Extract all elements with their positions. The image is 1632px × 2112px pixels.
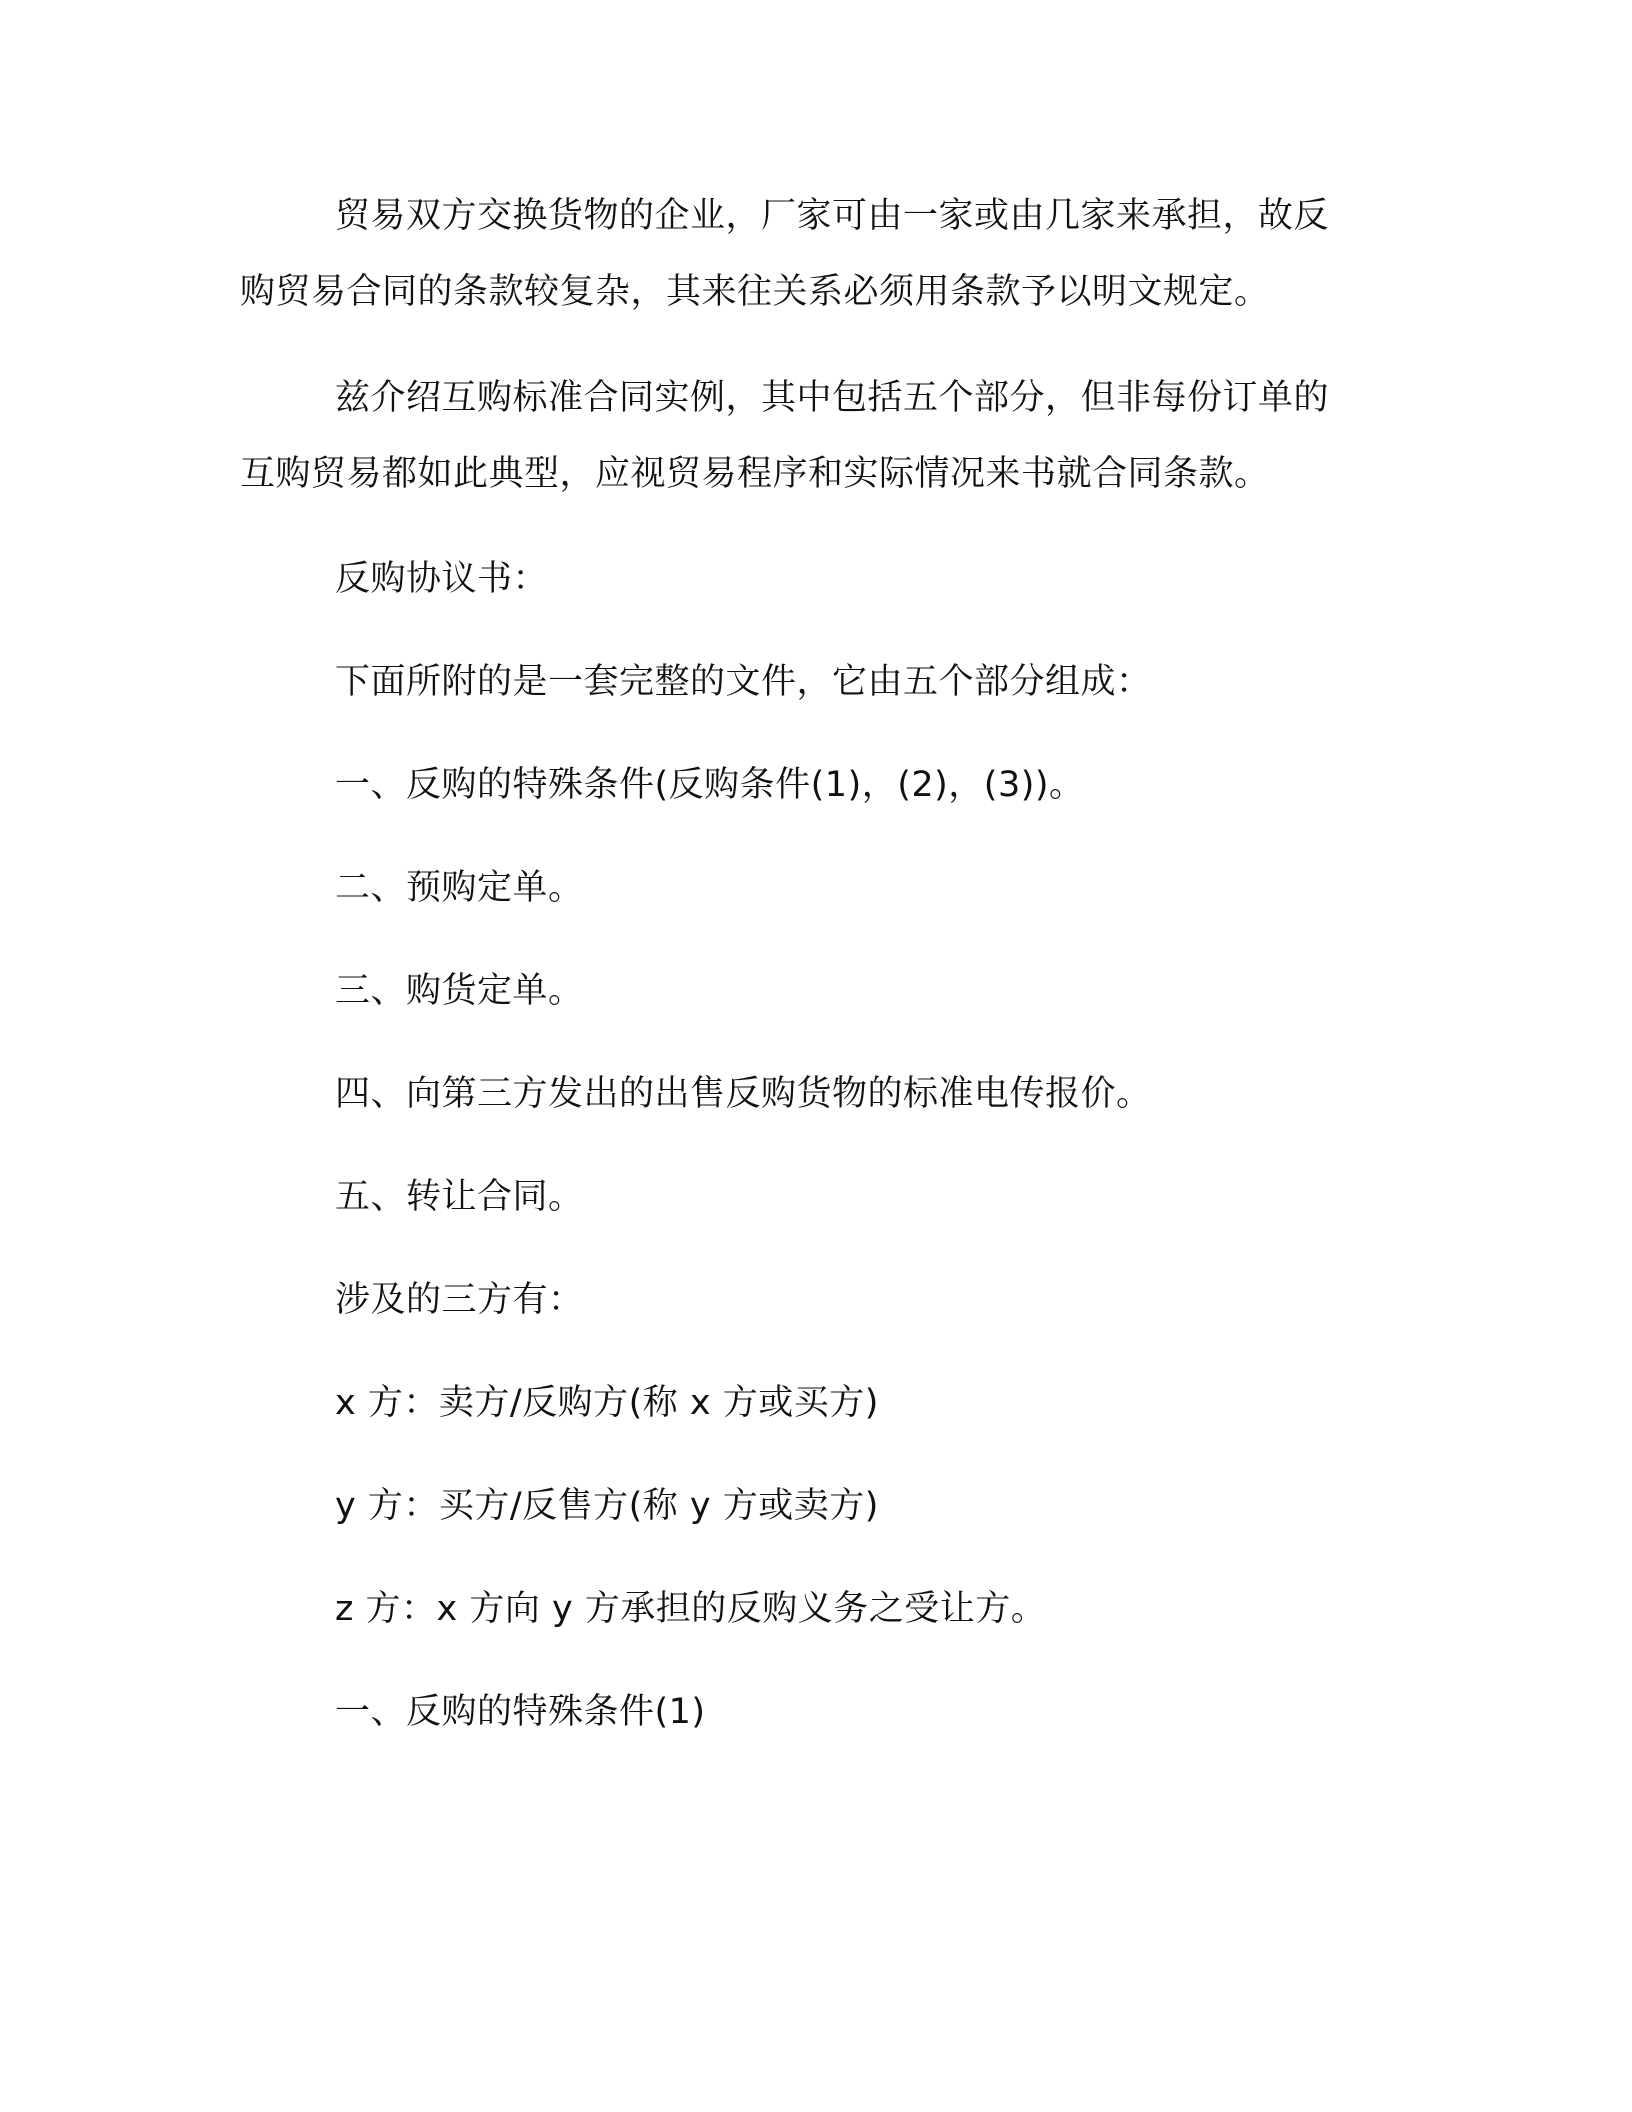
- part-item-5: 五、转让合同。: [335, 1177, 584, 1217]
- part-item-4: 四、向第三方发出的出售反购货物的标准电传报价。: [335, 1074, 1152, 1114]
- paragraph-2: [240, 360, 1370, 512]
- paragraph-1: [240, 178, 1370, 330]
- parties-intro: 涉及的三方有：: [335, 1280, 584, 1320]
- party-z: z 方：x 方向 y 方承担的反购义务之受让方。: [335, 1589, 1047, 1629]
- agreement-title: 反购协议书：: [335, 559, 549, 599]
- part-item-3: 三、购货定单。: [335, 971, 584, 1011]
- intro-line: 下面所附的是一套完整的文件，它由五个部分组成：: [335, 662, 1152, 702]
- part-item-2: 二、预购定单。: [335, 868, 584, 908]
- paragraph-line: 兹介绍互购标准合同实例，其中包括五个部分，但非每份订单的: [335, 378, 1330, 418]
- part-item-1: 一、反购的特殊条件(反购条件(1)，(2)，(3))。: [335, 765, 1085, 805]
- paragraph-line: 购贸易合同的条款较复杂，其来往关系必须用条款予以明文规定。: [240, 272, 1270, 312]
- section-heading: 一、反购的特殊条件(1): [335, 1692, 706, 1732]
- party-x: x 方：卖方/反购方(称 x 方或买方): [335, 1383, 879, 1423]
- paragraph-line: 贸易双方交换货物的企业，厂家可由一家或由几家来承担，故反: [335, 196, 1330, 236]
- party-y: y 方：买方/反售方(称 y 方或卖方): [335, 1486, 879, 1526]
- paragraph-line: 互购贸易都如此典型，应视贸易程序和实际情况来书就合同条款。: [240, 454, 1270, 494]
